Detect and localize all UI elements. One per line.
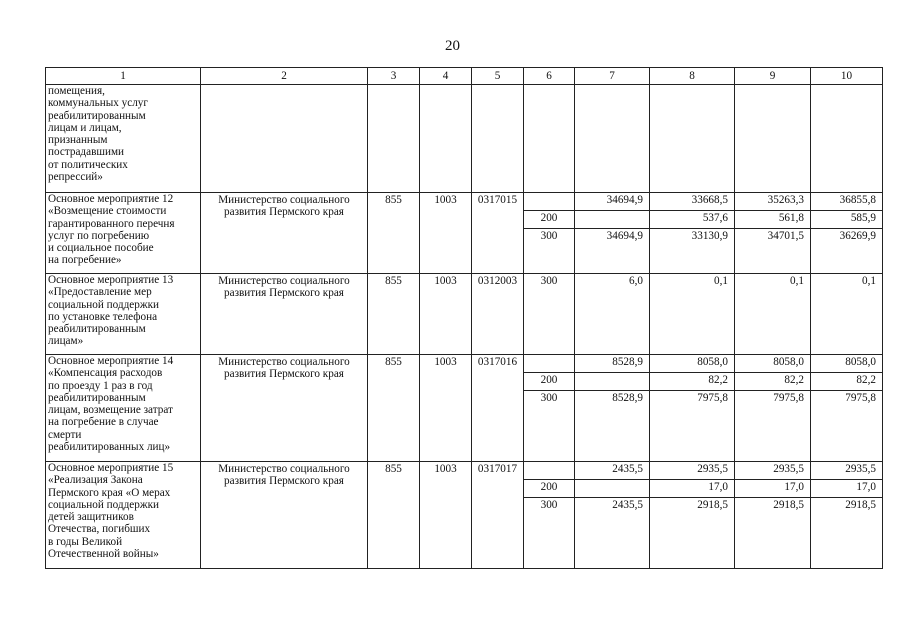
value-cell-col8: 82,2 bbox=[650, 373, 735, 391]
empty-cell bbox=[524, 85, 575, 193]
value-cell-col8: 2918,5 bbox=[650, 498, 735, 569]
target-code-cell: 0317016 bbox=[472, 355, 524, 462]
section-code-cell: 1003 bbox=[420, 462, 472, 569]
column-header: 4 bbox=[420, 68, 472, 85]
value-cell-col8: 17,0 bbox=[650, 480, 735, 498]
text-line: от политических bbox=[48, 158, 128, 171]
value-cell-col10: 17,0 bbox=[811, 480, 883, 498]
value-cell-col8: 7975,8 bbox=[650, 391, 735, 462]
activity-name-cell bbox=[46, 85, 201, 193]
value-cell-col8: 2935,5 bbox=[650, 462, 735, 480]
text-line: развития Пермского края bbox=[224, 368, 344, 381]
table-row bbox=[46, 274, 883, 355]
text-line: «Компенсация расходов bbox=[48, 367, 163, 380]
text-line: по установке телефона bbox=[48, 310, 158, 323]
value-cell-col10: 2918,5 bbox=[811, 498, 883, 569]
text-line: развития Пермского края bbox=[224, 206, 344, 219]
target-code-cell: 0317017 bbox=[472, 462, 524, 569]
grbs-code-cell: 855 bbox=[368, 193, 420, 274]
value-cell-col9: 34701,5 bbox=[735, 229, 811, 274]
text-line: Основное мероприятие 15 bbox=[48, 462, 174, 474]
column-header: 8 bbox=[650, 68, 735, 85]
activity-name-cell bbox=[46, 193, 201, 274]
value-cell-col8: 33668,5 bbox=[650, 193, 735, 211]
text-line: лицам» bbox=[48, 335, 84, 348]
value-cell-col7: 34694,9 bbox=[575, 193, 650, 211]
value-cell-col7: 34694,9 bbox=[575, 229, 650, 274]
column-header: 10 bbox=[811, 68, 883, 85]
target-code-cell: 0317015 bbox=[472, 193, 524, 274]
text-line: развития Пермского края bbox=[224, 475, 344, 488]
value-cell-col9: 7975,8 bbox=[735, 391, 811, 462]
value-cell-col10: 82,2 bbox=[811, 373, 883, 391]
empty-cell bbox=[650, 85, 735, 193]
text-line: Министерство социального bbox=[218, 194, 350, 206]
text-line: социальной поддержки bbox=[48, 298, 160, 311]
text-line: реабилитированным bbox=[48, 323, 146, 336]
text-line: развития Пермского края bbox=[224, 287, 344, 300]
text-line: услуг по погребению bbox=[48, 229, 150, 242]
value-cell-col8: 8058,0 bbox=[650, 355, 735, 373]
expense-type-cell: 200 bbox=[524, 480, 575, 498]
value-cell-col9: 2935,5 bbox=[735, 462, 811, 480]
text-line: реабилитированным bbox=[48, 109, 146, 122]
text-line: Отечественной войны» bbox=[48, 548, 159, 561]
grbs-code-cell: 855 bbox=[368, 355, 420, 462]
activity-name-cell bbox=[46, 274, 201, 355]
text-line: детей защитников bbox=[48, 511, 134, 524]
column-header: 2 bbox=[201, 68, 368, 85]
empty-cell bbox=[420, 85, 472, 193]
text-line: на погребение» bbox=[48, 254, 122, 267]
activity-name-cell bbox=[46, 355, 201, 462]
text-line: лицам и лицам, bbox=[48, 121, 122, 134]
value-cell-col9: 2918,5 bbox=[735, 498, 811, 569]
text-line: реабилитированным bbox=[48, 391, 146, 404]
value-cell-col9: 561,8 bbox=[735, 211, 811, 229]
value-cell-col10: 2935,5 bbox=[811, 462, 883, 480]
value-cell-col8: 0,1 bbox=[650, 274, 735, 355]
value-cell-col10: 36855,8 bbox=[811, 193, 883, 211]
column-header: 1 bbox=[46, 68, 201, 85]
text-line: Основное мероприятие 14 bbox=[48, 355, 174, 367]
column-header: 7 bbox=[575, 68, 650, 85]
text-line: на погребение в случае bbox=[48, 416, 159, 429]
text-line: Министерство социального bbox=[218, 275, 350, 287]
expense-type-cell: 300 bbox=[524, 391, 575, 462]
value-cell-col9: 82,2 bbox=[735, 373, 811, 391]
value-cell-col9: 17,0 bbox=[735, 480, 811, 498]
value-cell-col9: 0,1 bbox=[735, 274, 811, 355]
column-header: 3 bbox=[368, 68, 420, 85]
column-header: 9 bbox=[735, 68, 811, 85]
column-header: 6 bbox=[524, 68, 575, 85]
empty-cell bbox=[472, 85, 524, 193]
expense-type-cell: 200 bbox=[524, 373, 575, 391]
text-line: «Возмещение стоимости bbox=[48, 205, 167, 218]
page-number: 20 bbox=[445, 38, 460, 54]
table-row bbox=[46, 85, 883, 193]
text-line: «Предоставление мер bbox=[48, 286, 152, 299]
empty-cell bbox=[811, 85, 883, 193]
table-body bbox=[46, 68, 883, 569]
text-line: в годы Великой bbox=[48, 535, 123, 548]
value-cell-col10: 36269,9 bbox=[811, 229, 883, 274]
ministry-cell bbox=[201, 462, 368, 569]
text-line: репрессий» bbox=[48, 171, 103, 184]
value-cell-col10: 8058,0 bbox=[811, 355, 883, 373]
value-cell-col7 bbox=[575, 211, 650, 229]
empty-cell bbox=[575, 85, 650, 193]
section-code-cell: 1003 bbox=[420, 193, 472, 274]
value-cell-col10: 0,1 bbox=[811, 274, 883, 355]
expense-type-cell bbox=[524, 462, 575, 480]
value-cell-col8: 33130,9 bbox=[650, 229, 735, 274]
text-line: Основное мероприятие 12 bbox=[48, 193, 174, 205]
expense-type-cell: 300 bbox=[524, 229, 575, 274]
value-cell-col10: 585,9 bbox=[811, 211, 883, 229]
text-line: социальной поддержки bbox=[48, 498, 160, 511]
ministry-cell bbox=[201, 274, 368, 355]
activity-name-cell bbox=[46, 462, 201, 569]
text-line: признанным bbox=[48, 134, 108, 147]
text-line: помещения, bbox=[48, 85, 105, 97]
value-cell-col7: 8528,9 bbox=[575, 391, 650, 462]
table-row bbox=[46, 193, 883, 211]
text-line: реабилитированных лиц» bbox=[48, 441, 171, 454]
expense-type-cell bbox=[524, 355, 575, 373]
value-cell-col10: 7975,8 bbox=[811, 391, 883, 462]
ministry-cell bbox=[201, 193, 368, 274]
section-code-cell: 1003 bbox=[420, 274, 472, 355]
value-cell-col8: 537,6 bbox=[650, 211, 735, 229]
value-cell-col9: 8058,0 bbox=[735, 355, 811, 373]
text-line: гарантированного перечня bbox=[48, 217, 175, 230]
text-line: «Реализация Закона bbox=[48, 474, 143, 487]
expense-type-cell bbox=[524, 193, 575, 211]
header-row bbox=[46, 68, 883, 85]
value-cell-col7 bbox=[575, 480, 650, 498]
text-line: Отечества, погибших bbox=[48, 523, 151, 536]
table-row bbox=[46, 462, 883, 480]
expense-type-cell: 300 bbox=[524, 274, 575, 355]
text-line: Основное мероприятие 13 bbox=[48, 274, 174, 286]
text-line: коммунальных услуг bbox=[48, 97, 148, 110]
target-code-cell: 0312003 bbox=[472, 274, 524, 355]
value-cell-col7 bbox=[575, 373, 650, 391]
text-line: по проезду 1 раз в год bbox=[48, 379, 153, 392]
text-line: и социальное пособие bbox=[48, 242, 154, 255]
value-cell-col7: 6,0 bbox=[575, 274, 650, 355]
empty-cell bbox=[735, 85, 811, 193]
value-cell-col7: 8528,9 bbox=[575, 355, 650, 373]
column-header: 5 bbox=[472, 68, 524, 85]
value-cell-col7: 2435,5 bbox=[575, 498, 650, 569]
text-line: смерти bbox=[48, 428, 82, 441]
text-line: лицам, возмещение затрат bbox=[48, 404, 173, 417]
text-line: пострадавшими bbox=[48, 146, 125, 159]
ministry-cell bbox=[201, 355, 368, 462]
section-code-cell: 1003 bbox=[420, 355, 472, 462]
text-line: Министерство социального bbox=[218, 463, 350, 475]
text-line: Министерство социального bbox=[218, 356, 350, 368]
budget-table bbox=[45, 67, 883, 569]
grbs-code-cell: 855 bbox=[368, 462, 420, 569]
grbs-code-cell: 855 bbox=[368, 274, 420, 355]
text-line: Пермского края «О мерах bbox=[48, 486, 171, 499]
empty-cell bbox=[368, 85, 420, 193]
empty-cell bbox=[201, 85, 368, 193]
value-cell-col7: 2435,5 bbox=[575, 462, 650, 480]
expense-type-cell: 300 bbox=[524, 498, 575, 569]
expense-type-cell: 200 bbox=[524, 211, 575, 229]
value-cell-col9: 35263,3 bbox=[735, 193, 811, 211]
table-row bbox=[46, 355, 883, 373]
